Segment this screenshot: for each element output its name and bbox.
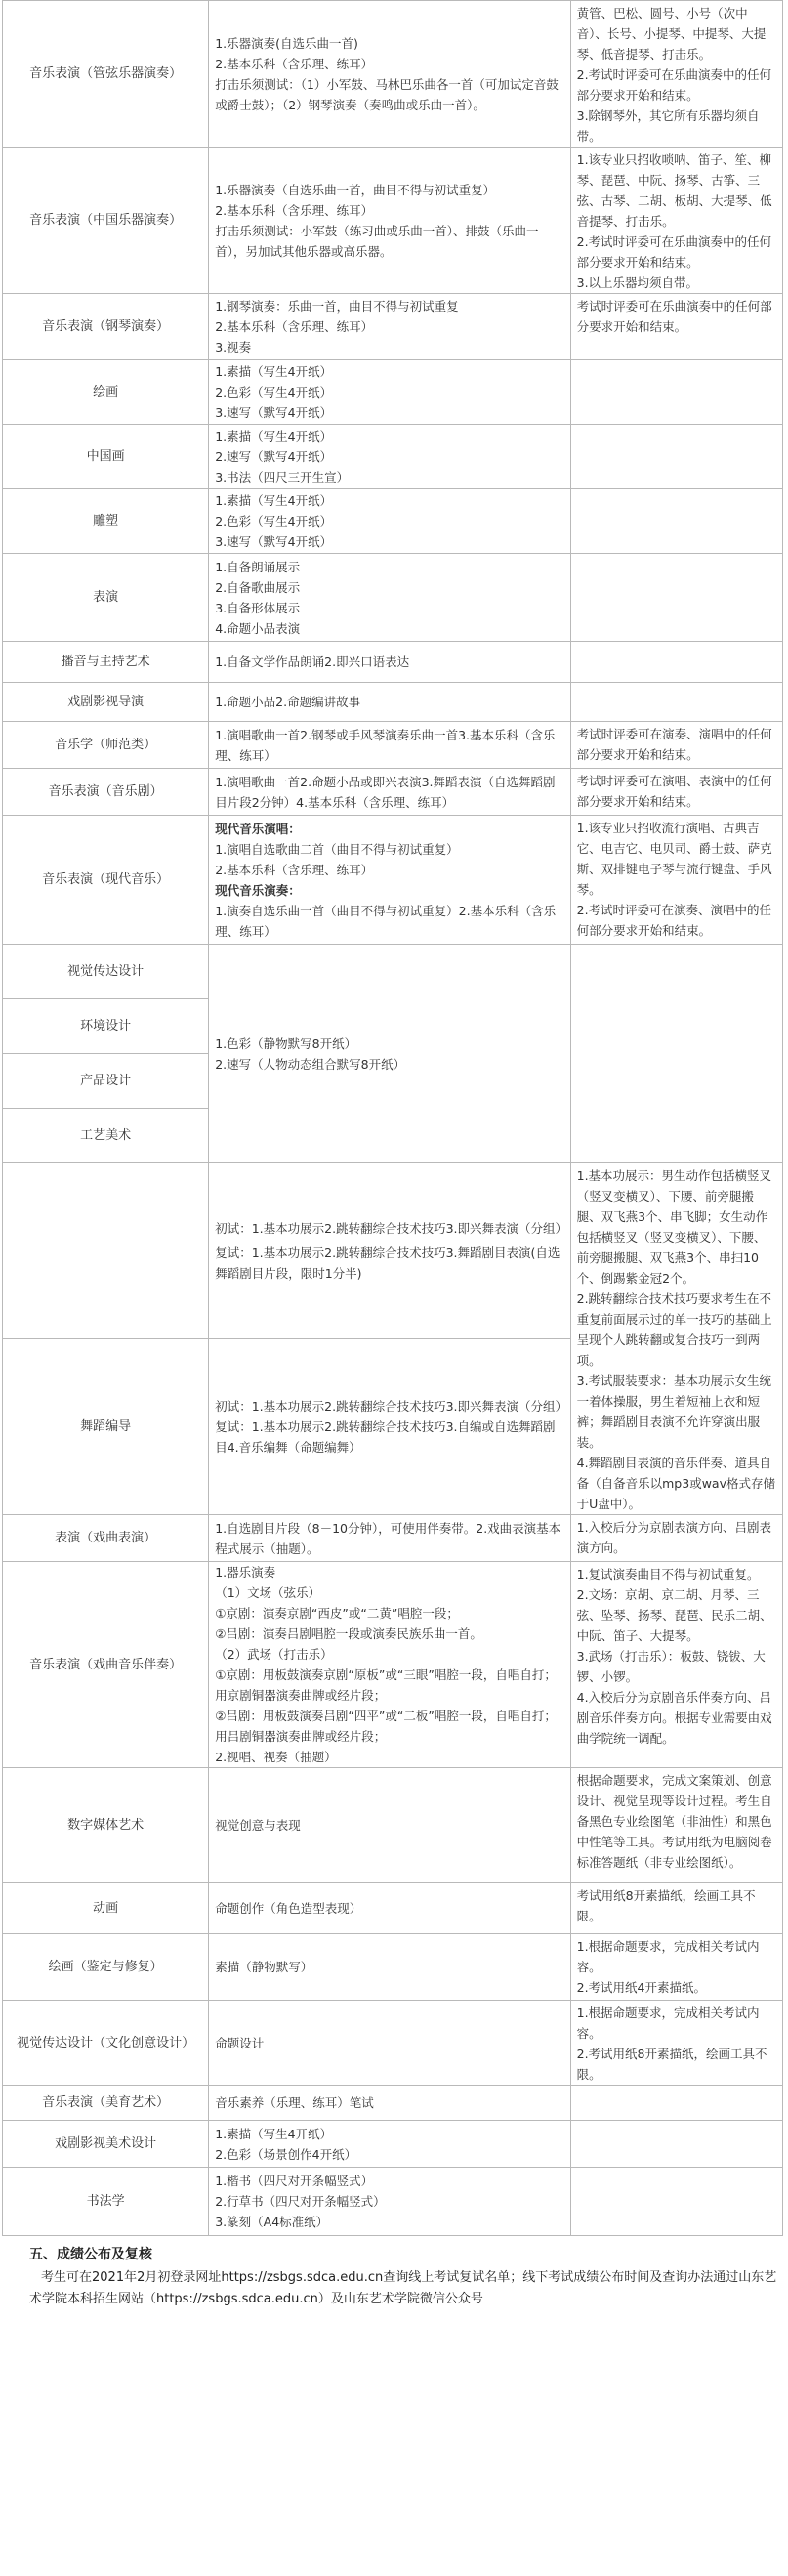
- content-line: 3.速写（默写4开纸）: [215, 534, 333, 549]
- note-line: 考试时评委可在演唱、表演中的任何部分要求开始和结束。: [576, 774, 772, 809]
- content-cell: [209, 816, 570, 945]
- note-line: 4.入校后分为京剧音乐伴奏方向、吕剧音乐伴奏方向。根据专业需要由戏曲学院统一调配。: [576, 1690, 772, 1746]
- table-row: [3, 1934, 783, 2001]
- subject-cell: 音乐表演（中国乐器演奏）: [3, 148, 209, 294]
- content-line: 2.行草书（四尺对开条幅竖式）: [215, 2194, 386, 2209]
- content-line: 1.演唱自选歌曲二首（曲目不得与初试重复）: [215, 841, 459, 857]
- content-line: 1.色彩（静物默写8开纸）: [215, 1035, 357, 1051]
- content-cell: [209, 1883, 570, 1934]
- content-line: 1.素描（写生4开纸）: [215, 493, 333, 508]
- subject-cell: 数字媒体艺术: [3, 1768, 209, 1883]
- section-paragraph: 考生可在2021年2月初登录网址https://zsbgs.sdca.edu.cn查询线上考试复试名单；线下考试成绩公布时间及查询办法通过山东艺术学院本科招生网站（https://zsbgs.sdca.edu.cn）及山东艺术学院微信公众号: [29, 2270, 777, 2306]
- note-line: 2.文场：京胡、京二胡、月琴、三弦、坠琴、扬琴、琵琶、民乐二胡、中阮、笛子、大提琴。: [576, 1587, 772, 1643]
- content-line: 3.自备形体展示: [215, 600, 301, 615]
- subject-cell: 雕塑: [3, 489, 209, 554]
- note-line: 2.考试时评委可在乐曲演奏中的任何部分要求开始和结束。: [576, 67, 772, 103]
- content-line: 2.视唱、视奏（抽题）: [215, 1750, 337, 1764]
- note-line: 2.考试用纸4开素描纸。: [576, 1980, 707, 1995]
- note-cell: [570, 722, 782, 769]
- content-line: 复试：1.基本功展示2.跳转翻综合技术技巧3.自编或自选舞蹈剧目4.音乐编舞（命题编舞）: [215, 1419, 556, 1455]
- note-cell: [570, 2121, 782, 2168]
- subject-cell: 绘画: [3, 360, 209, 425]
- table-row: [3, 683, 783, 722]
- note-cell: [570, 816, 782, 945]
- content-line: 1.素描（写生4开纸）: [215, 429, 333, 443]
- content-line: 1.器乐演奏: [215, 1565, 276, 1580]
- table-row: [3, 148, 783, 294]
- content-cell: [209, 2168, 570, 2236]
- note-line: 考试时评委可在演奏、演唱中的任何部分要求开始和结束。: [576, 727, 772, 762]
- table-row: [3, 2086, 783, 2121]
- table-row: [3, 1883, 783, 1934]
- note-cell: [570, 769, 782, 816]
- content-line: 1.自备文学作品朗诵2.即兴口语表达: [215, 655, 410, 669]
- content-line: 1.钢琴演奏：乐曲一首，曲目不得与初试重复: [215, 299, 459, 314]
- note-line: 4.舞蹈剧目表演的音乐伴奏、道具自备（自备音乐以mp3或wav格式存储于U盘中）。: [576, 1456, 775, 1511]
- content-line: ②吕剧：用板鼓演奏吕剧“四平”或“二板”唱腔一段，自唱自打；用吕剧铜器演奏曲牌或经片段；: [215, 1709, 557, 1744]
- content-cell: [209, 1515, 570, 1562]
- subject-cell: 书法学: [3, 2168, 209, 2236]
- subject-cell: 产品设计: [3, 1054, 209, 1109]
- subject-cell: 音乐表演（现代音乐）: [3, 816, 209, 945]
- content-line: （1）文场（弦乐）: [215, 1585, 321, 1600]
- content-line: 音乐素养（乐理、练耳）笔试: [215, 2095, 374, 2110]
- subject-cell: 音乐表演（管弦乐器演奏）: [3, 1, 209, 148]
- note-cell: [570, 683, 782, 722]
- note-cell: [570, 489, 782, 554]
- content-line: 2.基本乐科（含乐理、练耳）: [215, 56, 374, 71]
- subject-cell: 音乐表演（戏曲音乐伴奏）: [3, 1562, 209, 1768]
- table-row: [3, 769, 783, 816]
- results-section: [0, 2236, 788, 2310]
- content-cell: [209, 425, 570, 489]
- note-line: 3.除钢琴外，其它所有乐器均须自带。: [576, 108, 760, 144]
- content-subtitle: 现代音乐演唱：: [215, 821, 301, 836]
- note-line: 考试用纸8开素描纸，绘画工具不限。: [576, 1888, 756, 1923]
- note-line: 1.根据命题要求，完成相关考试内容。: [576, 2006, 760, 2041]
- note-line: 2.跳转翻综合技术技巧要求考生在不重复前面展示过的单一技巧的基础上呈现个人跳转翻或复合技巧一到两项。: [576, 1291, 772, 1368]
- content-cell: [209, 769, 570, 816]
- content-line: 2.自备歌曲展示: [215, 579, 301, 595]
- note-line: 2.考试用纸8开素描纸，绘画工具不限。: [576, 2047, 767, 2082]
- table-row: [3, 294, 783, 360]
- content-cell: [209, 722, 570, 769]
- content-line: 2.速写（人物动态组合默写8开纸）: [215, 1056, 406, 1072]
- note-line: 1.基本功展示：男生动作包括横竖叉（竖叉变横叉）、下腰、前旁腿搬腿、双飞燕3个、串飞脚；女生动作包括横竖叉（竖叉变横叉）、下腰、前旁腿搬腿、双飞燕3个、串扫10个、倒踢紫金冠2个。: [576, 1168, 772, 1286]
- content-line: 3.篆刻（A4标准纸）: [215, 2215, 329, 2229]
- note-line: 3.考试服装要求：基本功展示女生统一着体操服，男生着短袖上衣和短裤；舞蹈剧目表演不允许穿演出服装。: [576, 1373, 772, 1450]
- content-line: 1.自选剧目片段（8－10分钟），可使用伴奏带。2.戏曲表演基本程式展示（抽题）。: [215, 1520, 561, 1556]
- note-cell: [570, 642, 782, 683]
- table-row: [3, 554, 783, 642]
- subject-cell: 工艺美术: [3, 1109, 209, 1163]
- content-cell: [209, 945, 570, 1163]
- content-subtitle: 现代音乐演奏：: [215, 882, 301, 898]
- note-cell: [570, 2086, 782, 2121]
- content-cell: [209, 360, 570, 425]
- subject-cell: 动画: [3, 1883, 209, 1934]
- content-line: 2.色彩（写生4开纸）: [215, 514, 333, 528]
- table-row: [3, 1163, 783, 1339]
- table-row: [3, 816, 783, 945]
- content-cell: [209, 683, 570, 722]
- subject-cell: 视觉传达设计（文化创意设计）: [3, 2001, 209, 2086]
- table-row: [3, 2168, 783, 2236]
- content-cell: [209, 2086, 570, 2121]
- note-cell: [570, 945, 782, 1163]
- note-line: 2.考试时评委可在演奏、演唱中的任何部分要求开始和结束。: [576, 903, 772, 938]
- content-cell: [209, 2121, 570, 2168]
- content-line: 1.演唱歌曲一首2.钢琴或手风琴演奏乐曲一首3.基本乐科（含乐理、练耳）: [215, 727, 556, 763]
- note-line: 1.入校后分为京剧表演方向、吕剧表演方向。: [576, 1520, 772, 1555]
- note-cell: [570, 2001, 782, 2086]
- content-cell: [209, 294, 570, 360]
- note-line: 1.该专业只招收流行演唱、古典吉它、电吉它、电贝司、爵士鼓、萨克斯、双排键电子琴与流行键盘、手风琴。: [576, 821, 772, 897]
- note-cell: [570, 1883, 782, 1934]
- note-cell: [570, 2168, 782, 2236]
- table-row: [3, 489, 783, 554]
- note-line: 考试时评委可在乐曲演奏中的任何部分要求开始和结束。: [576, 299, 772, 334]
- subject-cell: 环境设计: [3, 999, 209, 1054]
- content-line: 初试：1.基本功展示2.跳转翻综合技术技巧3.即兴舞表演（分组）: [215, 1221, 567, 1236]
- table-row: [3, 1562, 783, 1768]
- content-line: ①京剧：用板鼓演奏京剧“原板”或“三眼”唱腔一段，自唱自打；用京剧铜器演奏曲牌或经片段；: [215, 1668, 557, 1703]
- subject-cell: 音乐表演（美育艺术）: [3, 2086, 209, 2121]
- content-line: 2.色彩（写生4开纸）: [215, 385, 333, 400]
- content-line: 1.素描（写生4开纸）: [215, 2126, 333, 2141]
- content-line: 打击乐须测试：小军鼓（练习曲或乐曲一首）、排鼓（乐曲一首），另加试其他乐器或高乐器。: [215, 223, 539, 259]
- content-line: 1.自备朗诵展示: [215, 559, 301, 574]
- content-line: 2.色彩（场景创作4开纸）: [215, 2146, 357, 2162]
- table-row: [3, 945, 783, 999]
- section-heading: 五、成绩公布及复核: [29, 2247, 152, 2262]
- content-line: 1.演奏自选乐曲一首（曲目不得与初试重复）2.基本乐科（含乐理、练耳）: [215, 903, 557, 939]
- content-line: 1.楷书（四尺对开条幅竖式）: [215, 2174, 374, 2188]
- content-cell: [209, 489, 570, 554]
- subject-cell: 音乐表演（音乐剧）: [3, 769, 209, 816]
- content-line: 4.命题小品表演: [215, 620, 301, 636]
- content-line: 复试：1.基本功展示2.跳转翻综合技术技巧3.舞蹈剧目表演(自选舞蹈剧目片段，限时1分半): [215, 1246, 560, 1281]
- subject-cell: 音乐表演（钢琴演奏）: [3, 294, 209, 360]
- content-line: 打击乐须测试：（1）小军鼓、马林巴乐曲各一首（可加试定音鼓或爵士鼓）；（2）钢琴演奏（奏鸣曲或乐曲一首）。: [215, 76, 559, 112]
- content-cell: [209, 1768, 570, 1883]
- content-line: 初试：1.基本功展示2.跳转翻综合技术技巧3.即兴舞表演（分组）: [215, 1399, 567, 1414]
- subject-cell: 中国画: [3, 425, 209, 489]
- subject-cell: 视觉传达设计: [3, 945, 209, 999]
- content-line: 素描（静物默写）: [215, 1960, 313, 1974]
- table-row: [3, 2121, 783, 2168]
- content-cell: [209, 1339, 570, 1515]
- table-row: [3, 360, 783, 425]
- note-line: 3.武场（打击乐）：板鼓、铙钹、大锣、小锣。: [576, 1649, 766, 1684]
- table-row: [3, 425, 783, 489]
- content-line: 命题设计: [215, 2035, 265, 2050]
- subject-cell: 绘画（鉴定与修复）: [3, 1934, 209, 2001]
- content-line: 2.基本乐科（含乐理、练耳）: [215, 202, 374, 218]
- note-line: 1.复试演奏曲目不得与初试重复。: [576, 1567, 760, 1582]
- subject-cell: [3, 1163, 209, 1339]
- content-line: 1.乐器演奏（自选乐曲一首，曲目不得与初试重复）: [215, 182, 496, 197]
- subject-cell: 戏剧影视导演: [3, 683, 209, 722]
- content-line: （2）武场（打击乐）: [215, 1647, 333, 1662]
- note-line: 1.该专业只招收唢呐、笛子、笙、柳琴、琵琶、中阮、扬琴、古筝、三弦、古琴、二胡、板胡、大提琴、低音提琴、打击乐。: [576, 152, 772, 229]
- note-cell: [570, 1934, 782, 2001]
- table-row: [3, 722, 783, 769]
- content-line: 命题创作（角色造型表现）: [215, 1901, 362, 1916]
- content-line: 1.素描（写生4开纸）: [215, 364, 333, 379]
- content-cell: [209, 1562, 570, 1768]
- note-line: 3.以上乐器均须自带。: [576, 275, 699, 290]
- note-cell: [570, 1768, 782, 1883]
- content-line: 视觉创意与表现: [215, 1818, 301, 1833]
- content-line: 1.命题小品2.命题编讲故事: [215, 695, 361, 709]
- content-line: 1.乐器演奏(自选乐曲一首): [215, 35, 358, 51]
- content-line: 2.速写（默写4开纸）: [215, 449, 333, 464]
- content-line: 2.基本乐科（含乐理、练耳）: [215, 862, 374, 877]
- subject-cell: 戏剧影视美术设计: [3, 2121, 209, 2168]
- note-cell: [570, 425, 782, 489]
- note-cell: [570, 148, 782, 294]
- table-row: [3, 1515, 783, 1562]
- table-row: [3, 1, 783, 148]
- note-cell: [570, 554, 782, 642]
- table-row: [3, 2001, 783, 2086]
- content-cell: [209, 1934, 570, 2001]
- content-cell: [209, 148, 570, 294]
- note-cell: [570, 1163, 782, 1515]
- note-line: 根据命题要求，完成文案策划、创意设计、视觉呈现等设计过程。考生自备黑色专业绘图笔（非油性）和黑色中性笔等工具。考试用纸为电脑阅卷标准答题纸（非专业绘图纸）。: [576, 1773, 772, 1870]
- subject-cell: 表演: [3, 554, 209, 642]
- content-cell: [209, 554, 570, 642]
- note-line: 2.考试时评委可在乐曲演奏中的任何部分要求开始和结束。: [576, 234, 772, 270]
- note-cell: [570, 1, 782, 148]
- content-line: 1.演唱歌曲一首2.命题小品或即兴表演3.舞蹈表演（自选舞蹈剧目片段2分钟）4.基本乐科（含乐理、练耳）: [215, 774, 556, 810]
- content-line: 3.书法（四尺三开生宣）: [215, 470, 350, 485]
- content-line: 3.视奏: [215, 340, 252, 355]
- table-row: [3, 642, 783, 683]
- content-cell: [209, 1, 570, 148]
- content-line: ①京剧：演奏京剧“西皮”或“二黄”唱腔一段；: [215, 1606, 459, 1621]
- content-cell: [209, 642, 570, 683]
- subject-cell: 音乐学（师范类）: [3, 722, 209, 769]
- note-cell: [570, 360, 782, 425]
- note-cell: [570, 1515, 782, 1562]
- subject-cell: 舞蹈编导: [3, 1339, 209, 1515]
- note-cell: [570, 294, 782, 360]
- content-cell: [209, 2001, 570, 2086]
- content-cell: [209, 1163, 570, 1339]
- note-line: 黄管、巴松、圆号、小号（次中音）、长号、小提琴、中提琴、大提琴、低音提琴、打击乐。: [576, 6, 767, 62]
- exam-requirements-table: [2, 0, 783, 2236]
- note-line: 1.根据命题要求，完成相关考试内容。: [576, 1939, 760, 1974]
- content-line: 2.基本乐科（含乐理、练耳）: [215, 319, 374, 334]
- table-row: [3, 1768, 783, 1883]
- content-line: ②吕剧：演奏吕剧唱腔一段或演奏民族乐曲一首。: [215, 1626, 482, 1641]
- subject-cell: 播音与主持艺术: [3, 642, 209, 683]
- content-line: 3.速写（默写4开纸）: [215, 405, 333, 420]
- subject-cell: 表演（戏曲表演）: [3, 1515, 209, 1562]
- note-cell: [570, 1562, 782, 1768]
